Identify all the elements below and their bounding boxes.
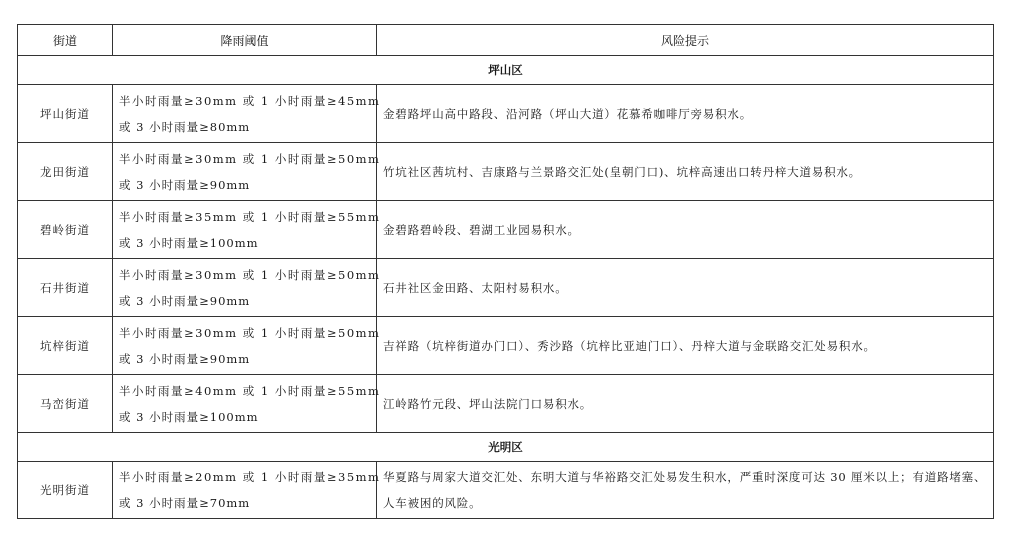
risk-note: 吉祥路（坑梓街道办门口）、秀沙路（坑梓比亚迪门口）、丹梓大道与金联路交汇处易积水。 xyxy=(377,317,994,375)
table-row xyxy=(18,85,994,143)
threshold-line-1: 半小时雨量≥30mm 或 1 小时雨量≥50mm xyxy=(119,151,381,166)
risk-note: 华夏路与周家大道交汇处、东明大道与华裕路交汇处易发生积水，严重时深度可达 30 厘米以上；有道路堵塞、人车被困的风险。 xyxy=(377,462,994,519)
threshold-line-1: 半小时雨量≥40mm 或 1 小时雨量≥55mm xyxy=(119,383,381,398)
street-name: 坪山街道 xyxy=(18,85,113,143)
street-name: 碧岭街道 xyxy=(18,201,113,259)
risk-note: 金碧路坪山高中路段、沿河路（坪山大道）花慕希咖啡厅旁易积水。 xyxy=(377,85,994,143)
rain-threshold xyxy=(113,85,381,143)
threshold-line-1: 半小时雨量≥30mm 或 1 小时雨量≥50mm xyxy=(119,325,381,340)
street-name: 龙田街道 xyxy=(18,143,113,201)
threshold-line-2: 或 3 小时雨量≥100mm xyxy=(119,235,259,250)
rain-threshold xyxy=(113,375,381,433)
table-row xyxy=(18,375,994,433)
threshold-line-1: 半小时雨量≥35mm 或 1 小时雨量≥55mm xyxy=(119,209,381,224)
table-row xyxy=(18,317,994,375)
table-row xyxy=(18,143,994,201)
threshold-line-2: 或 3 小时雨量≥100mm xyxy=(119,409,259,424)
threshold-line-2: 或 3 小时雨量≥90mm xyxy=(119,351,251,366)
threshold-line-1: 半小时雨量≥30mm 或 1 小时雨量≥50mm xyxy=(119,267,381,282)
district-name: 坪山区 xyxy=(18,56,994,85)
threshold-line-1: 半小时雨量≥30mm 或 1 小时雨量≥45mm xyxy=(119,93,381,108)
rain-threshold xyxy=(113,201,381,259)
threshold-line-2: 或 3 小时雨量≥90mm xyxy=(119,177,251,192)
street-name: 马峦街道 xyxy=(18,375,113,433)
risk-note: 石井社区金田路、太阳村易积水。 xyxy=(377,259,994,317)
table-header-row xyxy=(18,25,994,56)
district-name: 光明区 xyxy=(18,433,994,462)
district-row-guangming xyxy=(18,433,994,462)
table-row xyxy=(18,259,994,317)
header-risk: 风险提示 xyxy=(377,25,994,56)
rain-threshold xyxy=(113,259,381,317)
street-name: 石井街道 xyxy=(18,259,113,317)
rain-threshold xyxy=(113,462,381,519)
street-name: 光明街道 xyxy=(18,462,113,519)
rain-threshold xyxy=(113,317,381,375)
header-street: 街道 xyxy=(18,25,113,56)
risk-note: 江岭路竹元段、坪山法院门口易积水。 xyxy=(377,375,994,433)
street-name: 坑梓街道 xyxy=(18,317,113,375)
table-row xyxy=(18,462,994,519)
threshold-line-2: 或 3 小时雨量≥70mm xyxy=(119,496,251,510)
risk-note: 金碧路碧岭段、碧湖工业园易积水。 xyxy=(377,201,994,259)
header-threshold: 降雨阈值 xyxy=(113,25,377,56)
rainfall-risk-document xyxy=(17,24,993,519)
rainfall-risk-table xyxy=(17,24,994,519)
rain-threshold xyxy=(113,143,381,201)
risk-note: 竹坑社区茜坑村、吉康路与兰景路交汇处(皇朝门口)、坑梓高速出口转丹梓大道易积水。 xyxy=(377,143,994,201)
table-row xyxy=(18,201,994,259)
threshold-line-2: 或 3 小时雨量≥80mm xyxy=(119,119,251,134)
threshold-line-1: 半小时雨量≥20mm 或 1 小时雨量≥35mm xyxy=(119,470,381,484)
threshold-line-2: 或 3 小时雨量≥90mm xyxy=(119,293,251,308)
district-row-pingshan xyxy=(18,56,994,85)
